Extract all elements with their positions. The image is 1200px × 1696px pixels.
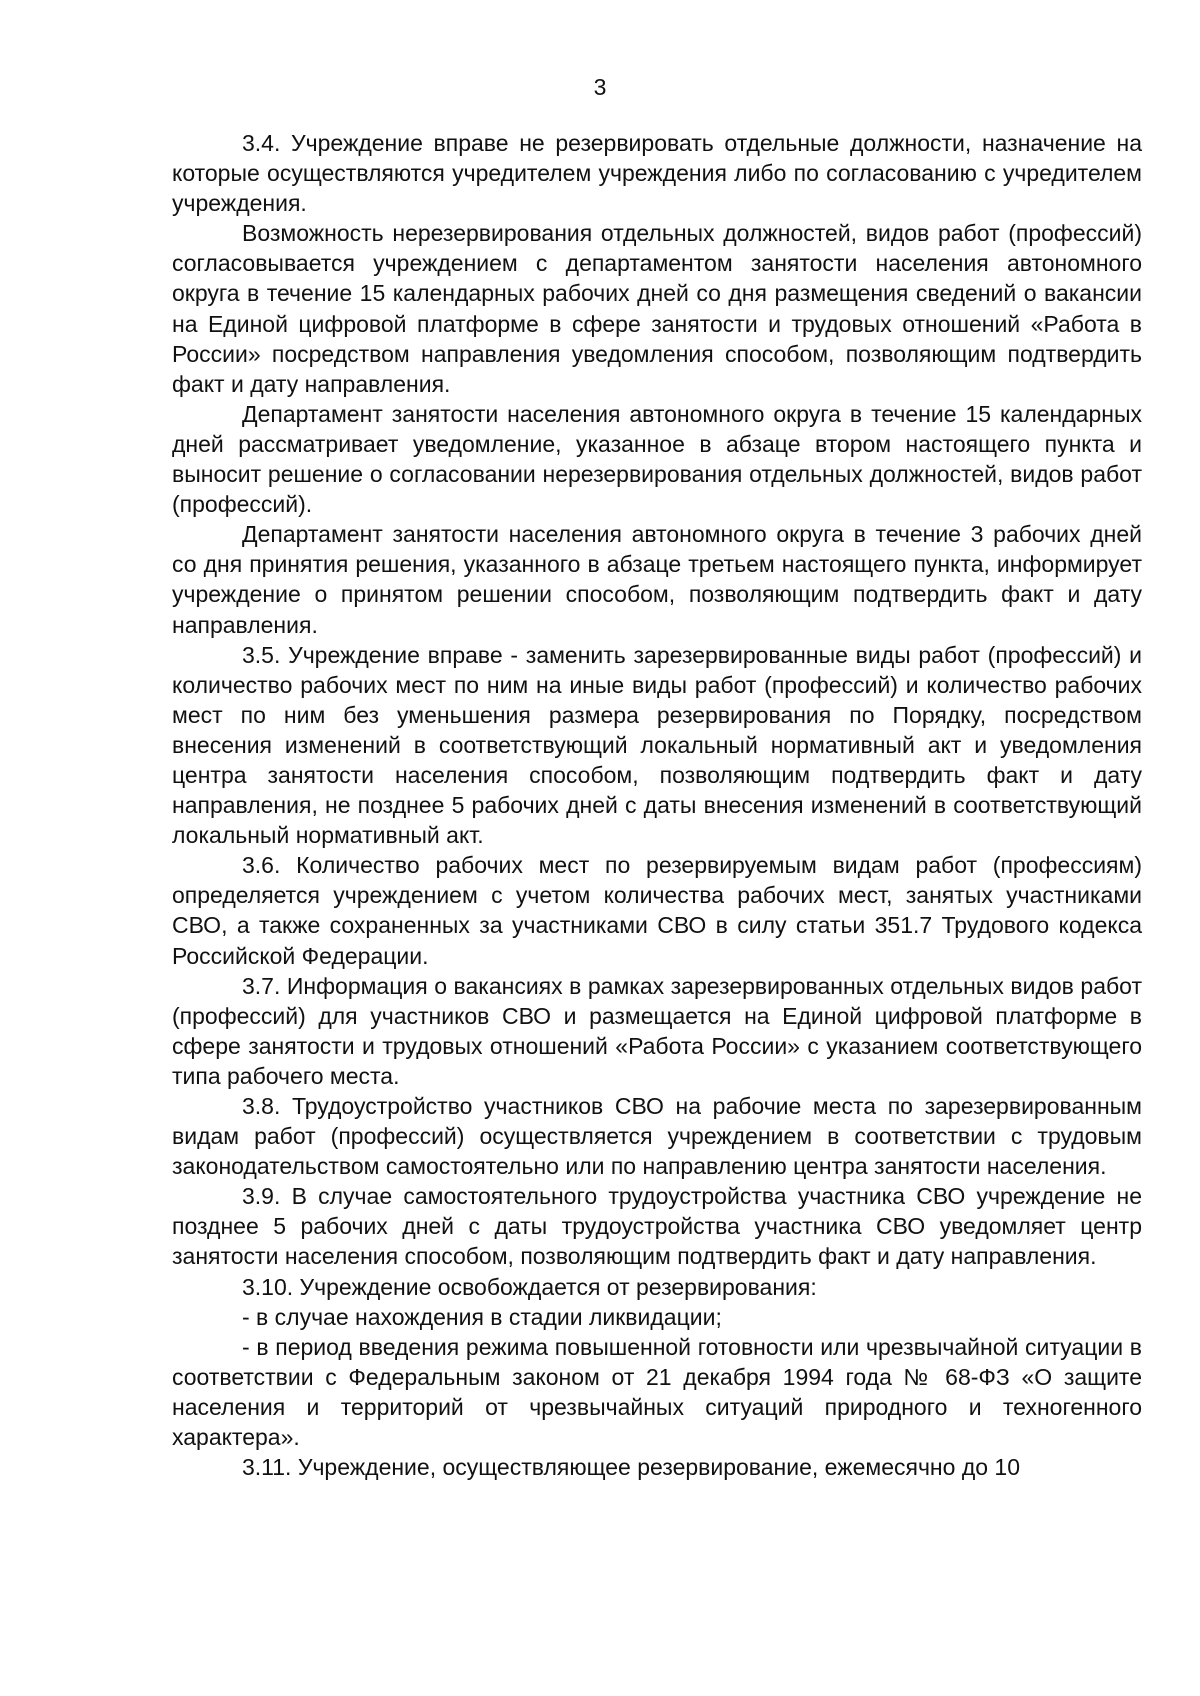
paragraph-3-4: 3.4. Учреждение вправе не резервировать отдельные должности, назначение на которые осуществляются учредителем учреждения либо по согласованию с учредителем учреждения. bbox=[172, 130, 1142, 217]
paragraph-3-9: 3.9. В случае самостоятельного трудоустройства участника СВО учреждение не позднее 5 рабочих дней с даты трудоустройства участника СВО уведомляет центр занятости населения способом, позволяющим подтвердить факт и дату направления. bbox=[172, 1183, 1142, 1270]
page-number: 3 bbox=[593, 74, 607, 100]
paragraph-3-11: 3.11. Учреждение, осуществляющее резервирование, ежемесячно до 10 bbox=[242, 1454, 1021, 1481]
paragraph-3-7: 3.7. Информация о вакансиях в рамках зарезервированных отдельных видов работ (профессий) для участников СВО и размещается на Единой цифровой платформе в сфере занятости и трудовых отношений «Работа России» с указанием соответствующего типа рабочего места. bbox=[172, 972, 1142, 1089]
paragraph-3-4-abzac-3: Департамент занятости населения автономного округа в течение 15 календарных дней рассматривает уведомление, указанное в абзаце втором настоящего пункта и выносит решение о согласовании нерезервирования отдельных должностей, видов работ (профессий). bbox=[172, 400, 1142, 518]
document-body bbox=[172, 128, 1142, 1482]
paragraph-3-6: 3.6. Количество рабочих мест по резервируемым видам работ (профессиям) определяется учреждением с учетом количества рабочих мест, занятых участниками СВО, а также сохраненных за участниками СВО в силу статьи 351.7 Трудового кодекса Российской Федерации. bbox=[172, 852, 1142, 969]
paragraph-3-4-abzac-4: Департамент занятости населения автономного округа в течение 3 рабочих дней со дня принятия решения, указанного в абзаце третьем настоящего пункта, информирует учреждение о принятом решении способом, позволяющим подтвердить факт и дату направления. bbox=[172, 521, 1142, 638]
list-item-emergency: - в период введения режима повышенной готовности или чрезвычайной ситуации в соответствии с Федеральным законом от 21 декабря 1994 года № 68-ФЗ «О защите населения и территорий от чрезвычайных ситуаций природного и техногенного характера». bbox=[172, 1333, 1142, 1451]
paragraph-3-10: 3.10. Учреждение освобождается от резервирования: bbox=[242, 1273, 817, 1300]
paragraph-3-8: 3.8. Трудоустройство участников СВО на рабочие места по зарезервированным видам работ (профессий) осуществляется учреждением в соответствии с трудовым законодательством самостоятельно или по направлению центра занятости населения. bbox=[172, 1093, 1142, 1180]
paragraph-3-4-abzac-2: Возможность нерезервирования отдельных должностей, видов работ (профессий) согласовывается учреждением с департаментом занятости населения автономного округа в течение 15 календарных рабочих дней со дня размещения сведений о вакансии на Единой цифровой платформе в сфере занятости и трудовых отношений «Работа в России» посредством направления уведомления способом, позволяющим подтвердить факт и дату направления. bbox=[172, 220, 1142, 397]
paragraph-3-5: 3.5. Учреждение вправе - заменить зарезервированные виды работ (профессий) и количество рабочих мест по ним на иные виды работ (профессий) и количество рабочих мест по ним без уменьшения размера резервирования по Порядку, посредством внесения изменений в соответствующий локальный нормативный акт и уведомления центра занятости населения способом, позволяющим подтвердить факт и дату направления, не позднее 5 рабочих дней с даты внесения изменений в соответствующий локальный нормативный акт. bbox=[172, 641, 1142, 849]
list-item-liquidation: - в случае нахождения в стадии ликвидации; bbox=[242, 1303, 722, 1330]
